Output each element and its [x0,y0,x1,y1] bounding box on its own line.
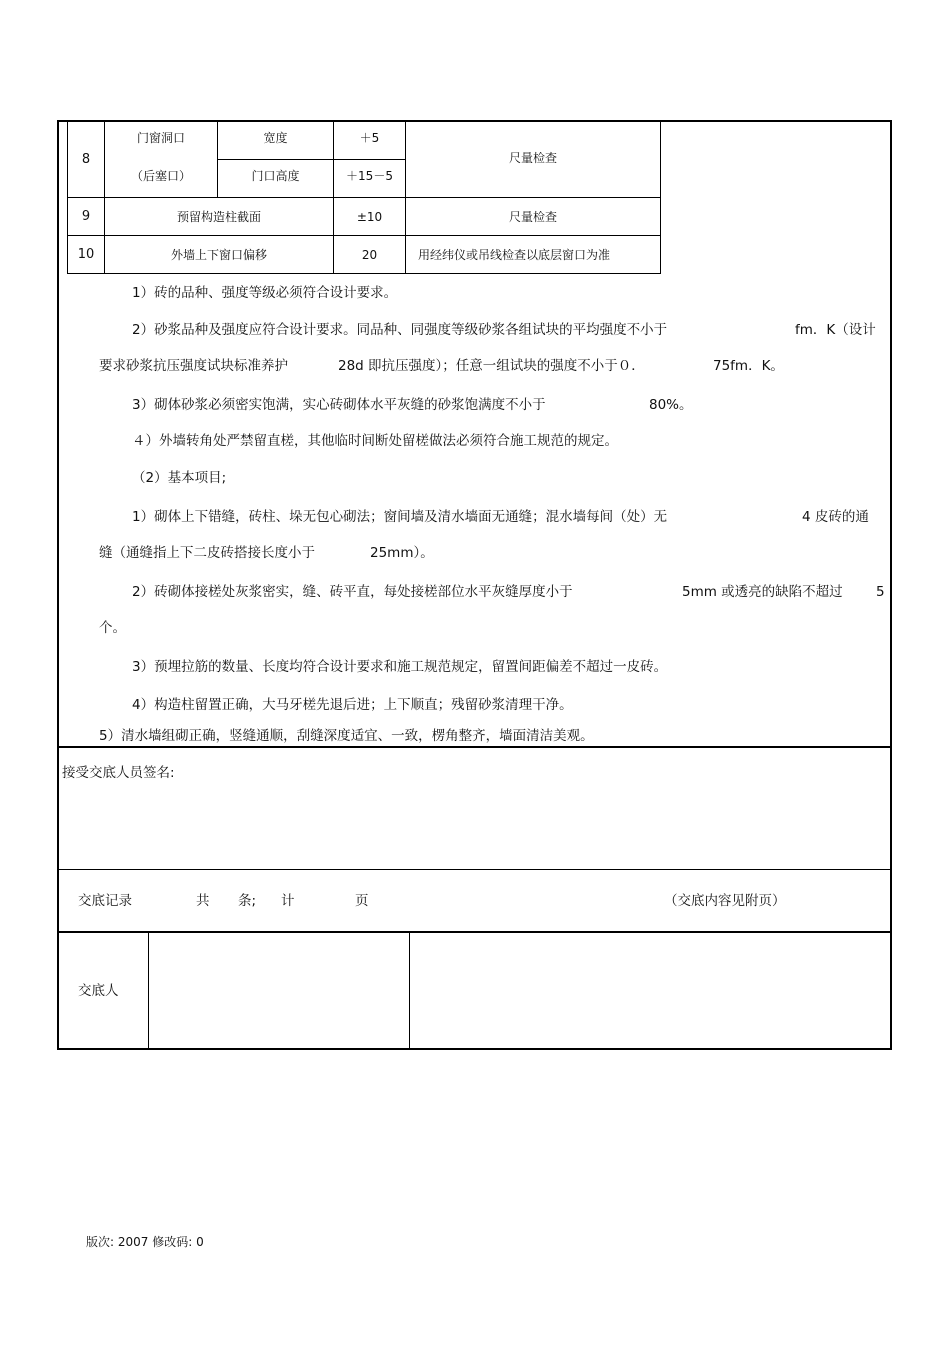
paragraph-7-text-c: 5 [876,584,885,600]
table-border [67,273,660,274]
record-ye: 页 [355,893,369,909]
row-10-method: 用经纬仪或吊线检查以底层窗口为准 [418,248,611,262]
paragraph-2-text-a: 2）砂浆品种及强度应符合设计要求。同品种、同强度等级砂浆各组试块的平均强度不小于 [132,322,668,338]
record-tiao: 条; [238,893,257,909]
paragraph-8: 3）预埋拉筋的数量、长度均符合设计要求和施工规范规定，留置间距偏差不超过一皮砖。 [132,659,668,675]
row-8-sub-width: 宽度 [263,130,288,145]
row-10-number: 10 [77,247,95,262]
record-ji: 计 [281,893,295,909]
paragraph-6-text-a: 1）砌体上下错缝，砖柱、垛无包心砌法；窗间墙及清水墙面无通缝；混水墙每间（处）无 [132,509,668,525]
paragraph-4: ４）外墙转角处严禁留直槎，其他临时间断处留槎做法必须符合施工规范的规定。 [132,433,618,449]
row-8-sub-height: 门口高度 [251,168,300,183]
paragraph-5-heading: （2）基本项目; [132,470,227,486]
row-8-item-line1: 门窗洞口 [136,130,185,145]
row-9-method: 尺量检查 [508,210,557,224]
record-label: 交底记录 [78,893,132,909]
row-10-value: 20 [361,247,378,262]
section-divider [57,746,892,748]
handover-notes-field[interactable] [411,933,890,1048]
handover-signature-field[interactable] [150,933,408,1048]
row-9-number: 9 [81,209,91,224]
paragraph-2-line2-a: 要求砂浆抗压强度试块标准养护 [99,358,288,374]
paragraph-2-line2-b: 28d 即抗压强度）；任意一组试块的强度不小于０． [338,358,645,374]
paragraph-3-value: 80%。 [649,397,693,413]
paragraph-3-text: 3）砌体砂浆必须密实饱满，实心砖砌体水平灰缝的砂浆饱满度不小于 [132,397,546,413]
paragraph-2-line1 [132,321,667,339]
paragraph-7-text-b: 5mm 或透亮的缺陷不超过 [682,584,843,600]
paragraph-1: 1）砖的品种、强度等级必须符合设计要求。 [132,285,398,301]
row-8-val-width: ＋5 [359,130,380,145]
handover-label: 交底人 [78,983,119,999]
version-footer: 版次: 2007 修改码: 0 [86,1235,204,1249]
row-8-val-height: ＋15－5 [346,168,393,183]
paragraph-7-text-d: 个。 [99,620,126,636]
row-9-item: 预留构造柱截面 [176,210,261,224]
paragraph-6-text-b: 4 皮砖的通 [802,509,869,525]
table-border [660,121,661,274]
paragraph-10: 5）清水墙组砌正确，竖缝通顺，刮缝深度适宜、一致，楞角整齐，墙面清洁美观。 [99,728,594,744]
paragraph-6-text-d: 25mm）。 [370,545,434,561]
paragraph-2-line2-c: 75fm．K。 [713,358,784,374]
signature-label: 接受交底人员签名: [62,765,175,781]
record-gong: 共 [196,893,210,909]
row-10-item: 外墙上下窗口偏移 [170,248,267,262]
row-9-value: ±10 [356,209,383,224]
paragraph-7-text-a: 2）砖砌体接槎处灰浆密实，缝、砖平直，每处接槎部位水平灰缝厚度小于 [132,584,573,600]
section-divider [57,869,892,870]
handover-divider [148,932,149,1049]
row-8-number: 8 [81,152,91,167]
paragraph-2-tail: fm．K（设计 [795,322,876,338]
paragraph-6-text-c: 缝（通缝指上下二皮砖搭接长度小于 [99,545,315,561]
row-8-item-line2: （后塞口） [130,168,191,183]
record-note: （交底内容见附页） [664,893,786,909]
handover-divider [409,932,410,1049]
paragraph-9: 4）构造柱留置正确，大马牙槎先退后进；上下顺直；残留砂浆清理干净。 [132,697,573,713]
row-8-method: 尺量检查 [508,150,557,165]
